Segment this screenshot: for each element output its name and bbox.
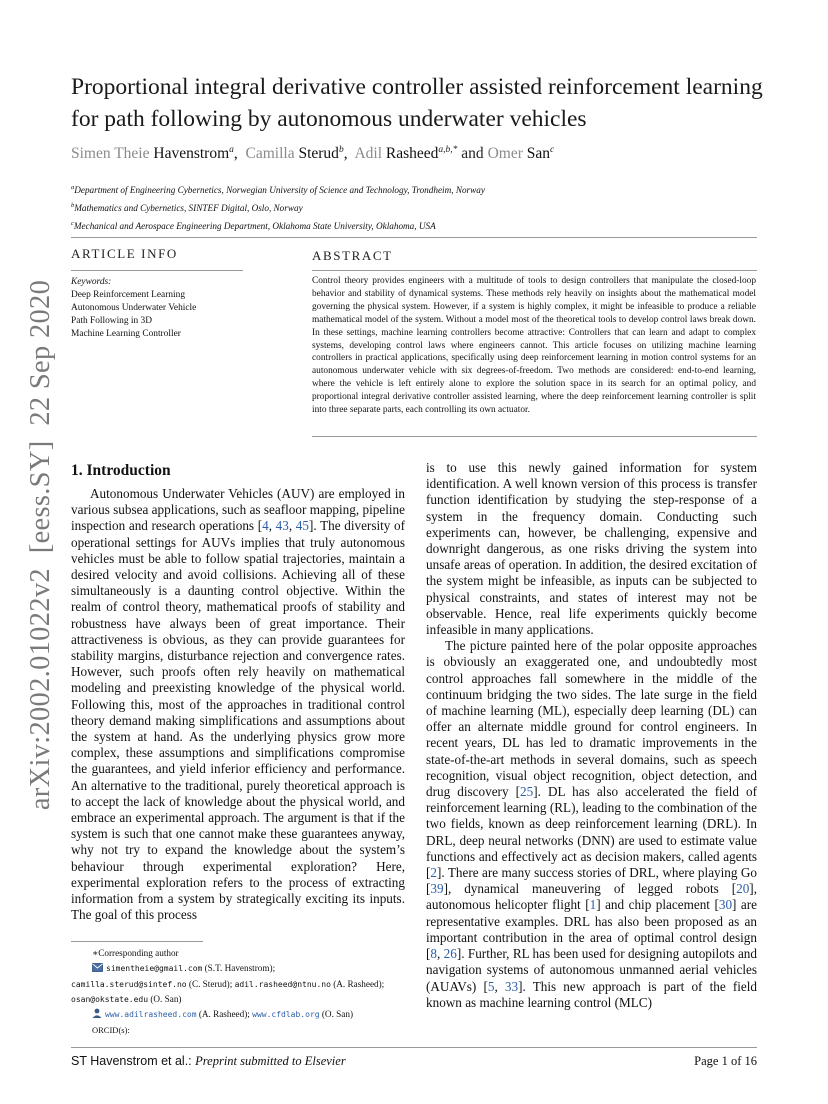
- citation-link[interactable]: 4: [262, 518, 269, 534]
- author-conjunction: and: [461, 145, 484, 163]
- running-footer: ST Havenstrom et al.: Preprint submitted to Elsevier: [71, 1054, 346, 1068]
- paragraph: The picture painted here of the polar opposite approaches is obviously an exaggerated one, and undoubtedly most control approaches fall somewhere in the middle of the continuum bridging the two sides. The late surge in the field of machine learning (ML), especially deep learning (DL) can offer an alternate middle ground for control engineers. In recent years, DL has led to dramatic improvements in the state-of-the-art methods in several domains, such as speech recognition, visual object recognition, object detection, and drug discovery [25]. DL has also accelerated the field of reinforcement learning (RL), leading to the combination of the two fields, known as deep reinforcement learning (DRL). In DRL, deep neural networks (DNN) are used to estimate value functions and effectively act as decision makers, called agents [2]. There are many success stories of DRL, where playing Go [39], dynamical maneuvering of legged robots [20], autonomous helicopter flight [1] and chip placement [30] are representative examples. DRL has also been proposed as an important contribution in the area of optimal control design [8, 26]. Further, RL has been used for designing autopilots and navigation systems of autonomous unmanned aerial vehicles (AUAVs) [5, 33]. This new approach is part of the field known as machine learning control (MLC): [426, 638, 758, 1010]
- page-number: Page 1 of 16: [694, 1054, 757, 1068]
- citation-link[interactable]: 2: [430, 865, 437, 881]
- citation-link[interactable]: 20: [736, 881, 750, 897]
- body-column-right: [426, 460, 757, 1011]
- citation-link[interactable]: 1: [589, 897, 597, 913]
- citation-link[interactable]: 5: [487, 978, 495, 994]
- corresponding-author-note: ∗Corresponding author: [92, 948, 179, 958]
- citation-link[interactable]: 43: [275, 518, 289, 534]
- citation-link[interactable]: 30: [718, 897, 733, 913]
- affiliation: $^c$Mechanical and Aerospace Engineering Department, Oklahoma State University, Oklahoma, USA: [71, 220, 436, 232]
- author: Simen Theie Havenstrom$^a$: [71, 145, 234, 163]
- citation-link[interactable]: 8: [430, 946, 437, 962]
- email-link[interactable]: simentheie@gmail.com: [106, 964, 203, 973]
- affiliation: $^b$Mathematics and Cybernetics, SINTEF Digital, Oslo, Norway: [71, 202, 303, 214]
- email-link[interactable]: osan@okstate.edu: [71, 995, 149, 1004]
- citation-link[interactable]: 39: [430, 881, 444, 897]
- arxiv-identifier: [18, 279, 64, 811]
- email-link[interactable]: adil.rasheed@ntnu.no: [234, 980, 331, 989]
- paragraph: is to use this newly gained information for system identification. A well known version of this process is transfer function identification by studying the step-response of a system in the frequency domain. Conducting such experiments can, however, be challenging, expensive and downright dangerous, as one risks driving the system into unsafe areas of operation. In addition, the desired excitation of the system might be infeasible, as inputs can be subjected to physical constraints, and states of interest may not be observable. Hence, real life experiments quickly become infeasible in many applications.: [426, 460, 757, 638]
- citation-link[interactable]: 26: [443, 946, 457, 962]
- paragraph: Autonomous Underwater Vehicles (AUV) are employed in various subsea applications, such as seafloor mapping, pipeline inspection and research operations [4, 43, 45]. The diversity of operational settings for AUVs implies that truly autonomous vehicles must be able to follow spatial trajectories, maintain a desired velocity and avoid collisions. Achieving all of these simultaneously is a daunting control objective. Within the realm of control theory, mathematical proofs of stability and robustness have always been of great importance. Their attractiveness is obvious, as they can provide guarantees for stability margins, disturbance rejection and convergence rates. However, such proofs often rely heavily on mathematical modeling and preexisting knowledge of the physical world. Following this, most of the approaches in traditional control theory demand making simplifications and assumptions about the system at hand. As the underlying physics grow more complex, these assumptions and simplifications compromise the guarantees, and yield inferior efficiency and performance. An alternative to the traditional, purely theoretical approach is to accept the lack of knowledge about the physical world, and embrace an experimental approach. The argument is that if the system is such that one cannot make these guarantees anyway, why not try to expand the knowledge about the system’s behaviour through experimental exploration? Here, experimental exploration refers to the process of extracting information from a system by strategically exciting its inputs. The goal of this process: [71, 486, 406, 923]
- keywords-label: Keywords:: [71, 277, 112, 287]
- email-link[interactable]: camilla.sterud@sintef.no: [71, 980, 187, 989]
- affiliation: $^a$Department of Engineering Cybernetics, Norwegian University of Science and Technology, Trondheim, Norway: [71, 184, 485, 196]
- email-line: osan@okstate.edu (O. San): [71, 994, 182, 1004]
- citation-link[interactable]: 33: [504, 978, 519, 994]
- keyword: Autonomous Underwater Vehicle: [71, 303, 197, 313]
- citation-link[interactable]: 45: [295, 518, 309, 534]
- header-divider: [71, 237, 757, 238]
- keyword: Path Following in 3D: [71, 316, 152, 326]
- orcid-line: ORCID(s):: [92, 1025, 130, 1035]
- article-info-heading: ARTICLE INFO: [71, 246, 178, 261]
- arxiv-identifier-text: arXiv:2002.01022v2 [eess.SY] 22 Sep 2020: [25, 279, 56, 811]
- body-column-left: [71, 486, 405, 923]
- author: Adil Rasheed$^{a,b,*}$: [354, 145, 458, 163]
- abstract-rule: [312, 270, 757, 271]
- paper-title: Proportional integral derivative controller assisted reinforcement learning for path following by autonomous underwater vehicles: [71, 74, 763, 132]
- affiliations: [71, 180, 761, 234]
- section-heading-introduction: 1. Introduction: [71, 462, 171, 479]
- website-link[interactable]: www.cfdlab.org: [252, 1010, 320, 1019]
- user-icon: [92, 1008, 102, 1023]
- author-list: Simen Theie Havenstrom$^a$, Camilla Sterud$^b$, Adil Rasheed$^{a,b,*}$ and Omer San$^c$: [71, 145, 555, 163]
- email-line: camilla.sterud@sintef.no (C. Sterud); adil.rasheed@ntnu.no (A. Rasheed);: [71, 979, 385, 989]
- abstract-text: Control theory provides engineers with a multitude of tools to design controllers that manipulate the closed-loop behavior and stability of dynamical systems. These methods rely heavily on insights about the mathematical model governing the physical system. However, if a system is highly complex, it might be infeasible to produce a reliable mathematical model of the system. Without a model most of the theoretical tools to develop control laws break down. In these settings, machine learning controllers become attractive: Controllers that can learn and adapt to complex systems, developing control laws where engineers cannot. This article focuses on utilizing machine learning controllers in practical applications, specifically using deep reinforcement learning in motion control systems for an autonomous underwater vehicle with six degrees-of-freedom. Two methods are considered: end-to-end learning, where the vehicle is left entirely alone to explore the solution space in its search for an optimal policy, and proportional integral derivative controller assisted learning, where the deep reinforcement learning controller is split into three separate parts, each controlling its own actuator.: [312, 276, 756, 416]
- abstract-heading: ABSTRACT: [312, 248, 393, 263]
- url-line: www.adilrasheed.com (A. Rasheed); www.cfdlab.org (O. San): [71, 1007, 411, 1023]
- footer-divider: [71, 1047, 757, 1048]
- email-line: simentheie@gmail.com (S.T. Havenstrom);: [71, 961, 411, 977]
- abstract-bottom-rule: [312, 436, 757, 437]
- email-icon: [92, 962, 103, 977]
- author: Camilla Sterud$^b$: [245, 145, 344, 163]
- keywords-block: [71, 276, 243, 341]
- author: Omer San$^c$: [487, 145, 555, 163]
- website-link[interactable]: www.adilrasheed.com: [105, 1010, 197, 1019]
- footnotes: [71, 946, 411, 1038]
- footnote-rule: [71, 941, 203, 942]
- keyword: Machine Learning Controller: [71, 329, 181, 339]
- citation-link[interactable]: 25: [520, 784, 534, 800]
- keyword: Deep Reinforcement Learning: [71, 290, 186, 300]
- article-info-rule: [71, 270, 243, 271]
